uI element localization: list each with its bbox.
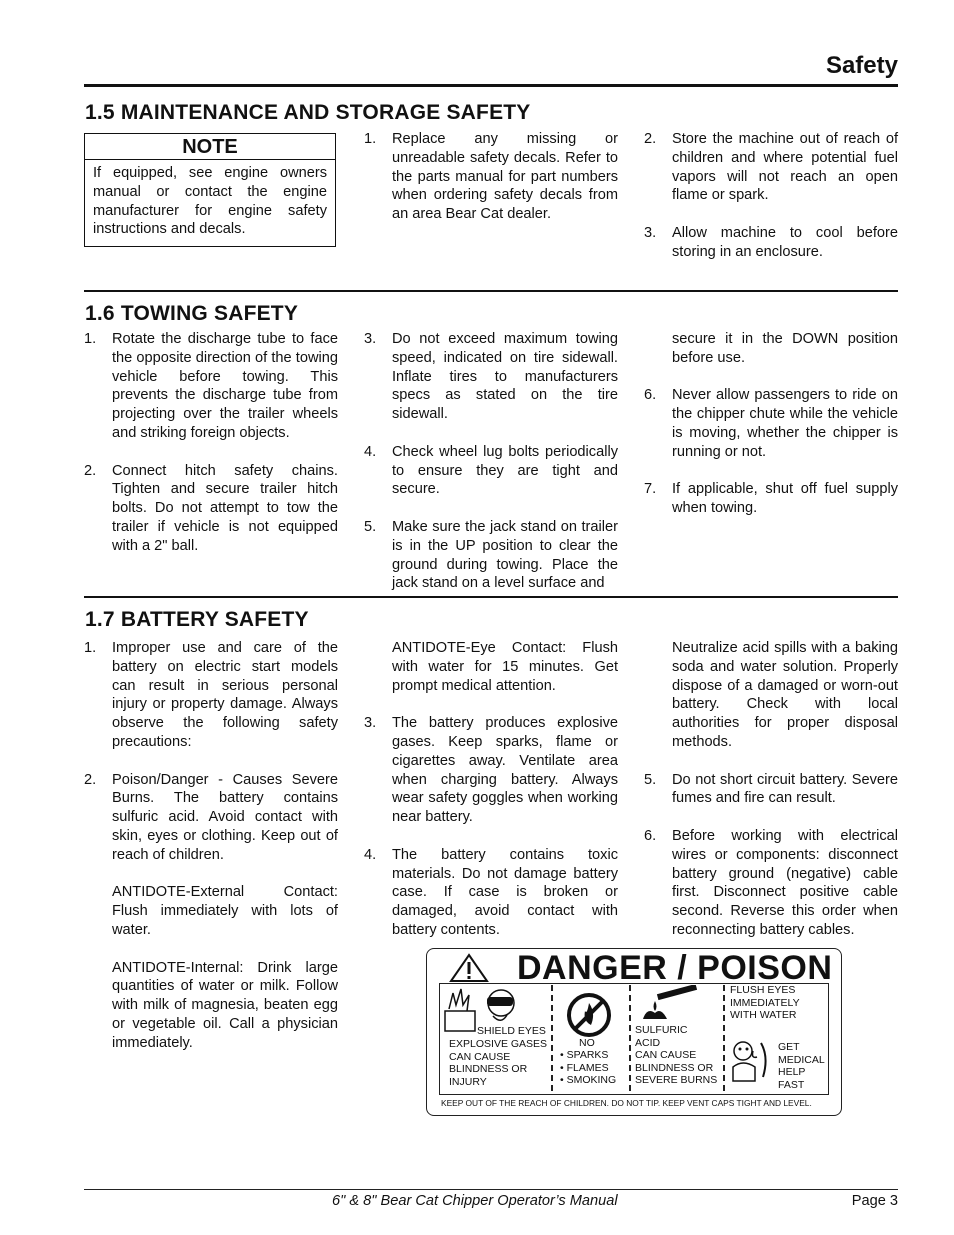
antidote-internal: ANTIDOTE-Internal: Drink large quantities of water or milk. Follow with milk of magnesia, beaten egg or vegetable oil. Call a physician immediately. — [112, 959, 338, 1051]
note-title: NOTE — [85, 134, 335, 160]
antidote-eye: ANTIDOTE-Eye Contact: Flush with water for 15 minutes. Get prompt medical attention. — [392, 640, 618, 694]
note-text: If equipped, see engine owners manual or contact the engine manufacturer for engine safety instructions and decals. — [93, 165, 327, 238]
footer-page-number: Page 3 — [851, 1193, 898, 1209]
flush-eyes-text: FLUSH EYES IMMEDIATELY WITH WATER — [730, 984, 800, 1022]
list-item-continued: Neutralize acid spills with a baking soda and water solution. Properly dispose of a damaged or worn-out battery. Check with local authorities for proper disposal methods. — [672, 640, 898, 750]
list-item: 5. Do not short circuit battery. Severe fumes and fire can result. — [644, 771, 898, 807]
explosive-gases-text: EXPLOSIVE GASES CAN CAUSE BLINDNESS OR INJURY — [449, 1038, 548, 1088]
section-title-maintenance: 1.5 MAINTENANCE AND STORAGE SAFETY — [85, 101, 531, 124]
danger-poison-title: DANGER / POISON — [517, 949, 833, 987]
list-item: 6. Never allow passengers to ride on the chipper chute while the vehicle is moving, whether the chipper is running or not. — [644, 387, 898, 460]
footer-rule — [84, 1189, 898, 1190]
list-item: 1. Improper use and care of the battery on electric start models can result in serious personal injury or property damage. Always observe the following safety precautions: — [84, 640, 338, 750]
list-item: 2. Store the machine out of reach of children and where potential fuel vapors will not reach an open flame or spark. — [644, 131, 898, 204]
footer-manual-title: 6" & 8" Bear Cat Chipper Operator’s Manual — [332, 1193, 618, 1209]
label-footer-text: KEEP OUT OF THE REACH OF CHILDREN. DO NOT TIP. KEEP VENT CAPS TIGHT AND LEVEL. — [441, 1098, 812, 1108]
list-item: 2. Poison/Danger - Causes Severe Burns. The battery contains sulfuric acid. Avoid contact with skin, eyes or clothing. Keep out of reach of children. — [84, 771, 338, 863]
no-items-text: • SPARKS • FLAMES • SMOKING — [560, 1049, 617, 1087]
list-item: 2. Connect hitch safety chains. Tighten and secure trailer hitch bolts. Do not attempt to tow the trailer if vehicle is not equipped with a 2" ball. — [84, 462, 338, 554]
battery-col-3 — [644, 639, 898, 940]
list-item: 3. Allow machine to cool before storing in an enclosure. — [644, 224, 898, 260]
no-flame-icon — [565, 991, 613, 1039]
page-header-title: Safety — [825, 52, 898, 79]
section-rule — [84, 290, 898, 292]
danger-poison-label: DANGER / POISON SHIELD EYES EXPLOSIVE GASES CAN CAUSE BLINDNESS OR INJURY NO • SPARKS • FLAMES • SMOKING SULFURIC ACID CAN CAUSE BLINDNESS OR SEVERE BURNS FLUSH EYES IMMEDIATELY WITH WATER GET MEDICAL HELP FAST KEEP OUT OF THE REACH OF CHILDREN. DO NOT TIP. KEEP VENT CAPS TIGHT AND LEVEL. — [426, 948, 842, 1116]
acid-icon — [637, 985, 709, 1021]
sulfuric-acid-text: SULFURIC ACID CAN CAUSE BLINDNESS OR SEVERE BURNS — [635, 1024, 718, 1087]
warning-triangle-icon — [449, 953, 489, 983]
list-item: 5. Make sure the jack stand on trailer is in the UP position to clear the ground during towing. Place the jack stand on a level surface and — [364, 518, 618, 592]
list-item-continued: secure it in the DOWN position before use. — [672, 331, 898, 366]
section-rule — [84, 596, 898, 598]
list-item: 3. The battery produces explosive gases. Keep sparks, flame or cigarettes away. Ventilate area when charging battery. Always wear safety goggles when working near battery. — [364, 715, 618, 826]
list-item: 7. If applicable, shut off fuel supply when towing. — [644, 481, 898, 517]
medical-help-text: GET MEDICAL HELP FAST — [778, 1041, 825, 1091]
list-item: 4. The battery contains toxic materials. Do not damage battery case. If case is broken or damaged, avoid contact with battery contents. — [364, 846, 618, 938]
towing-col-2 — [364, 330, 618, 593]
eye-wash-icon — [725, 1037, 775, 1085]
battery-col-2 — [364, 639, 618, 940]
list-item: 1. Rotate the discharge tube to face the opposite direction of the towing vehicle before towing. This prevents the discharge tube from projecting over the trailer wheels and striking foreign objects. — [84, 331, 338, 441]
maintenance-col-3 — [644, 130, 898, 262]
note-box — [84, 133, 336, 247]
list-item: 4. Check wheel lug bolts periodically to ensure they are tight and secure. — [364, 443, 618, 498]
battery-col-1 — [84, 639, 338, 1053]
section-title-battery: 1.7 BATTERY SAFETY — [85, 608, 309, 631]
towing-col-1 — [84, 330, 338, 556]
list-item: 6. Before working with electrical wires or components: disconnect battery ground (negative) cable first. Disconnect positive cable second. Reverse this order when reconnecting battery cables. — [644, 827, 898, 938]
section-title-towing: 1.6 TOWING SAFETY — [85, 302, 299, 325]
antidote-external: ANTIDOTE-External Contact: Flush immediately with lots of water. — [112, 884, 338, 938]
towing-col-3 — [644, 330, 898, 518]
list-item: 3. Do not exceed maximum towing speed, indicated on tire sidewall. Inflate tires to manufacturers specs as stated on the tire sidewall. — [364, 331, 618, 423]
list-item: 1. Replace any missing or unreadable safety decals. Refer to the parts manual for part numbers when ordering safety decals from an area Bear Cat dealer. — [364, 131, 618, 223]
header-rule — [84, 84, 898, 87]
maintenance-col-2 — [364, 130, 618, 224]
